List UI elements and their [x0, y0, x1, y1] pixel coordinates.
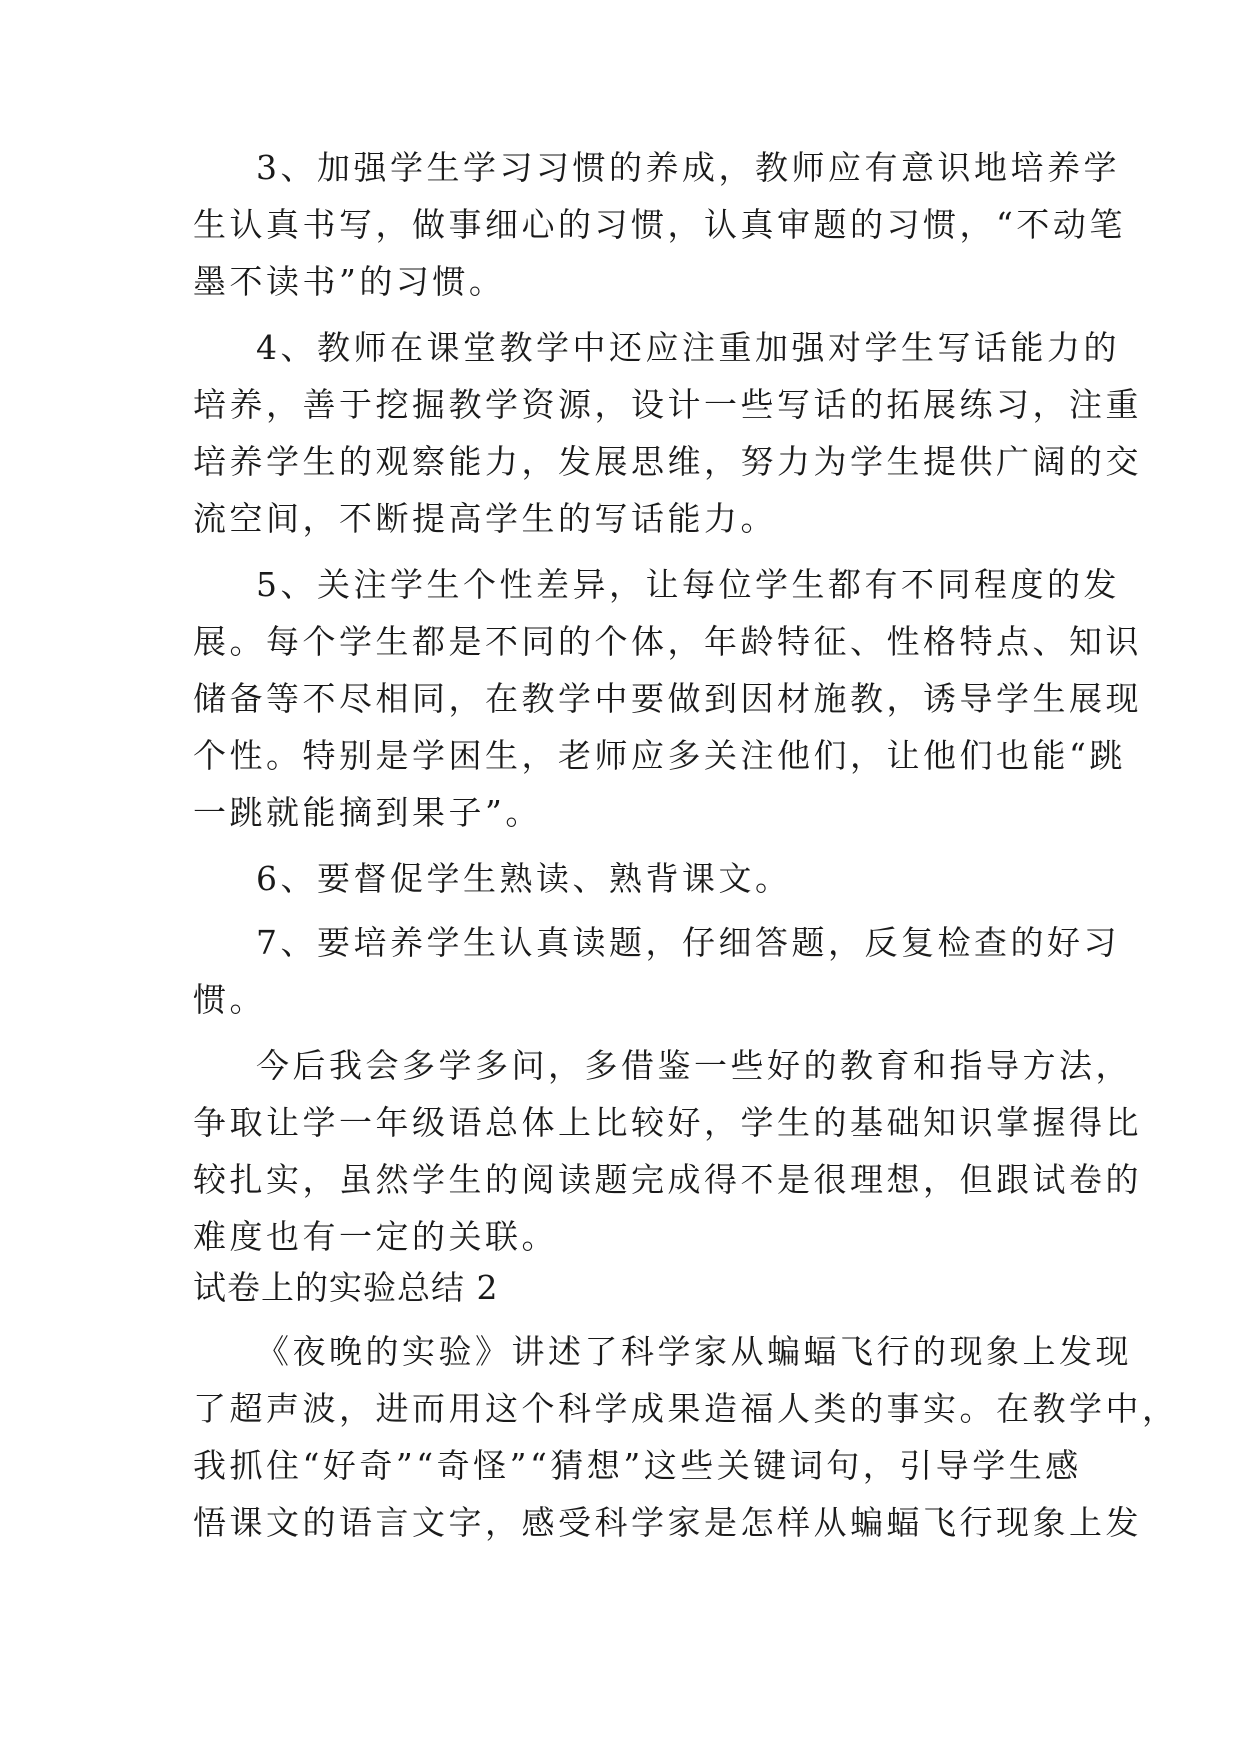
- paragraph-line: 我抓住“好奇”“奇怪”“猜想”这些关键词句，引导学生感: [193, 1446, 1082, 1485]
- section-heading: 试卷上的实验总结 2: [193, 1268, 499, 1307]
- paragraph-line: 今后我会多学多问，多借鉴一些好的教育和指导方法，: [256, 1046, 1132, 1085]
- paragraph-line: 流空间，不断提高学生的写话能力。: [193, 499, 777, 538]
- paragraph-line: 培养，善于挖掘教学资源，设计一些写话的拓展练习，注重: [193, 385, 1142, 424]
- paragraph-line: 《夜晚的实验》讲述了科学家从蝙蝠飞行的现象上发现: [256, 1332, 1132, 1371]
- paragraph-line: 悟课文的语言文字，感受科学家是怎样从蝙蝠飞行现象上发: [193, 1503, 1142, 1542]
- paragraph-line: 6、要督促学生熟读、熟背课文。: [256, 859, 792, 898]
- paragraph-line: 储备等不尽相同，在教学中要做到因材施教，诱导学生展现: [193, 679, 1142, 718]
- paragraph-line: 难度也有一定的关联。: [193, 1217, 558, 1256]
- paragraph-line: 墨不读书”的习惯。: [193, 262, 506, 301]
- paragraph-line: 争取让学一年级语总体上比较好，学生的基础知识掌握得比: [193, 1103, 1142, 1142]
- paragraph-line: 一跳就能摘到果子”。: [193, 793, 542, 832]
- paragraph-line: 展。每个学生都是不同的个体，年龄特征、性格特点、知识: [193, 622, 1142, 661]
- paragraph-line: 惯。: [193, 980, 266, 1019]
- paragraph-line: 培养学生的观察能力，发展思维，努力为学生提供广阔的交: [193, 442, 1142, 481]
- paragraph-line: 个性。特别是学困生，老师应多关注他们，让他们也能“跳: [193, 736, 1126, 775]
- paragraph-line: 3、加强学生学习习惯的养成，教师应有意识地培养学: [256, 148, 1120, 187]
- paragraph-line: 5、关注学生个性差异，让每位学生都有不同程度的发: [256, 565, 1120, 604]
- paragraph-line: 7、要培养学生认真读题，仔细答题，反复检查的好习: [256, 923, 1120, 962]
- paragraph-line: 生认真书写，做事细心的习惯，认真审题的习惯，“不动笔: [193, 205, 1126, 244]
- paragraph-line: 了超声波，进而用这个科学成果造福人类的事实。在教学中，: [193, 1389, 1179, 1428]
- paragraph-line: 较扎实，虽然学生的阅读题完成得不是很理想，但跟试卷的: [193, 1160, 1142, 1199]
- paragraph-line: 4、教师在课堂教学中还应注重加强对学生写话能力的: [256, 328, 1120, 367]
